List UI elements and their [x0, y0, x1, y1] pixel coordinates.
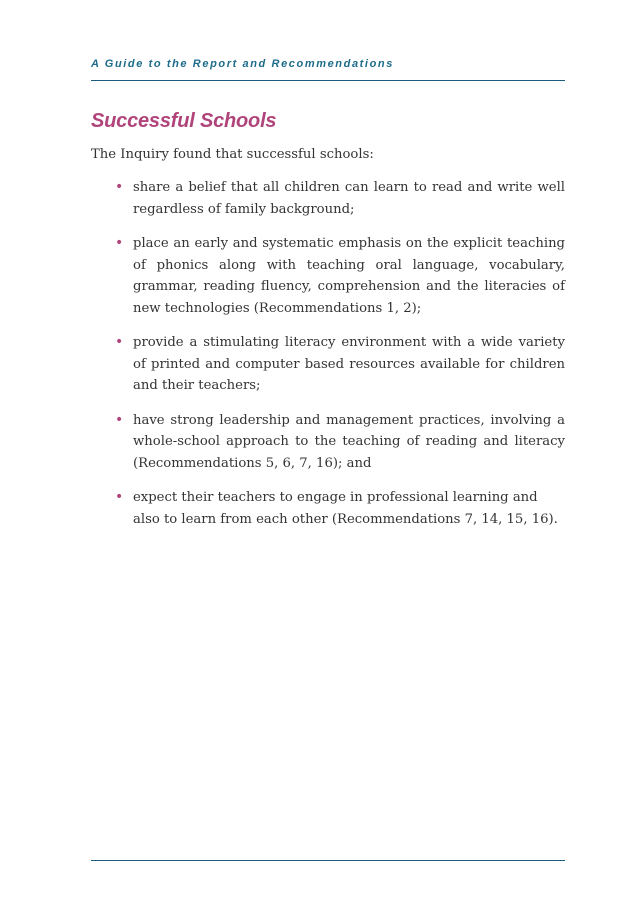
list-item: [115, 177, 565, 220]
list-item-text: have strong leadership and management practices, involving a whole-school approach to the teaching of reading and literacy (Recommendations 5, 6, 7, 16); and: [133, 412, 565, 471]
list-item: [115, 410, 565, 475]
bullet-icon: •: [115, 179, 124, 195]
list-item: [115, 233, 565, 319]
list-item: [115, 487, 565, 530]
list-item-text: place an early and systematic emphasis on the explicit teaching of phonics along with teaching oral language, vocabulary, grammar, reading fluency, comprehension and the literacies of new technologies (Recommendations 1, 2);: [133, 236, 565, 316]
intro-paragraph: The Inquiry found that successful schools:: [91, 147, 374, 162]
list-item-text: expect their teachers to engage in professional learning and also to learn from each other (Recommendations 7, 14, 15, 16).: [133, 490, 558, 527]
footer-divider: [91, 860, 565, 861]
list-item: [115, 332, 565, 397]
list-item-text: share a belief that all children can learn to read and write well regardless of family background;: [133, 180, 565, 217]
list-item-text: provide a stimulating literacy environment with a wide variety of printed and computer based resources available for children and their teachers;: [133, 335, 565, 393]
bullet-icon: •: [115, 235, 124, 251]
bullet-list: [115, 177, 565, 530]
bullet-icon: •: [115, 411, 124, 428]
bullet-icon: •: [115, 334, 124, 350]
running-header: A Guide to the Report and Recommendations: [91, 58, 394, 70]
header-divider: [91, 80, 565, 81]
bullet-icon: •: [115, 489, 124, 505]
section-title: Successful Schools: [91, 110, 277, 132]
